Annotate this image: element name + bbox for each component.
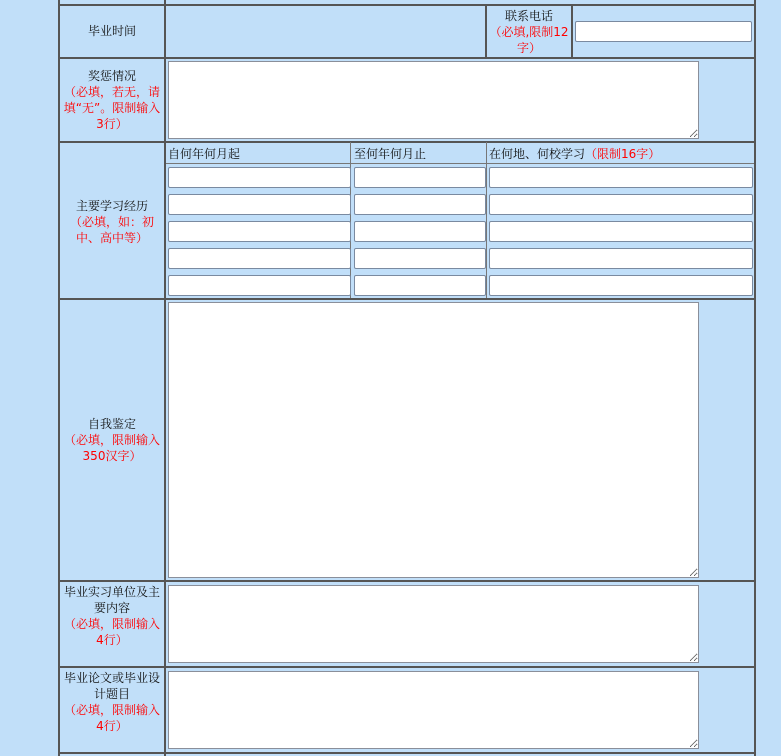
thesis-label: 毕业论文或毕业设计题目 bbox=[63, 671, 160, 701]
study-col-where-hint: （限制16字） bbox=[585, 147, 661, 161]
study-from-input[interactable] bbox=[168, 194, 351, 215]
study-from-input[interactable] bbox=[168, 275, 351, 296]
contact-phone-label: 联系电话 bbox=[504, 9, 553, 23]
contact-phone-label-block bbox=[489, 8, 569, 56]
awards-label-block bbox=[62, 68, 162, 132]
study-label-block bbox=[62, 198, 162, 246]
row-divider bbox=[58, 580, 756, 582]
study-divider bbox=[166, 163, 754, 164]
study-where-input[interactable] bbox=[489, 275, 753, 296]
thesis-label-block bbox=[62, 670, 162, 734]
self-eval-hint: （必填，限制输入350汉字） bbox=[63, 433, 160, 463]
study-label: 主要学习经历 bbox=[75, 199, 148, 213]
study-where-input[interactable] bbox=[489, 248, 753, 269]
study-from-input[interactable] bbox=[168, 221, 351, 242]
thesis-textarea[interactable] bbox=[168, 671, 699, 749]
awards-hint: （必填，若无，请填“无”。限制输入3行） bbox=[63, 85, 161, 131]
study-to-input[interactable] bbox=[354, 248, 486, 269]
study-to-input[interactable] bbox=[354, 221, 486, 242]
contact-phone-hint: （必填,限制12字） bbox=[489, 25, 569, 55]
thesis-hint: （必填，限制输入4行） bbox=[63, 703, 160, 733]
row-divider bbox=[58, 752, 756, 754]
contact-phone-input[interactable] bbox=[575, 21, 752, 42]
internship-hint: （必填，限制输入4行） bbox=[63, 617, 160, 647]
row-divider bbox=[58, 666, 756, 668]
row-divider bbox=[58, 57, 756, 59]
cell-divider bbox=[485, 4, 487, 58]
study-from-input[interactable] bbox=[168, 248, 351, 269]
study-col-where: 在何地、何校学习 bbox=[489, 147, 586, 161]
study-from-input[interactable] bbox=[168, 167, 351, 188]
self-eval-label: 自我鉴定 bbox=[87, 417, 136, 431]
study-where-input[interactable] bbox=[489, 167, 753, 188]
internship-textarea[interactable] bbox=[168, 585, 699, 663]
row-divider bbox=[58, 298, 756, 300]
study-hint: （必填，如：初中、高中等） bbox=[69, 215, 154, 245]
internship-label: 毕业实习单位及主要内容 bbox=[63, 585, 160, 615]
study-col-to: 至何年何月止 bbox=[354, 147, 427, 161]
graduation-time-label: 毕业时间 bbox=[87, 24, 136, 38]
study-col-where-block bbox=[489, 146, 660, 162]
self-eval-textarea[interactable] bbox=[168, 302, 699, 578]
row-divider bbox=[58, 141, 756, 143]
study-col-divider bbox=[486, 142, 487, 298]
study-to-input[interactable] bbox=[354, 275, 486, 296]
study-to-input[interactable] bbox=[354, 194, 486, 215]
study-where-input[interactable] bbox=[489, 194, 753, 215]
study-col-from: 自何年何月起 bbox=[168, 147, 241, 161]
study-where-input[interactable] bbox=[489, 221, 753, 242]
row-divider bbox=[58, 4, 756, 6]
label-column-divider bbox=[164, 0, 166, 756]
awards-label: 奖惩情况 bbox=[87, 69, 136, 83]
self-eval-label-block bbox=[62, 416, 162, 464]
awards-textarea[interactable] bbox=[168, 61, 699, 139]
internship-label-block bbox=[62, 584, 162, 648]
study-to-input[interactable] bbox=[354, 167, 486, 188]
cell-divider bbox=[571, 4, 573, 58]
